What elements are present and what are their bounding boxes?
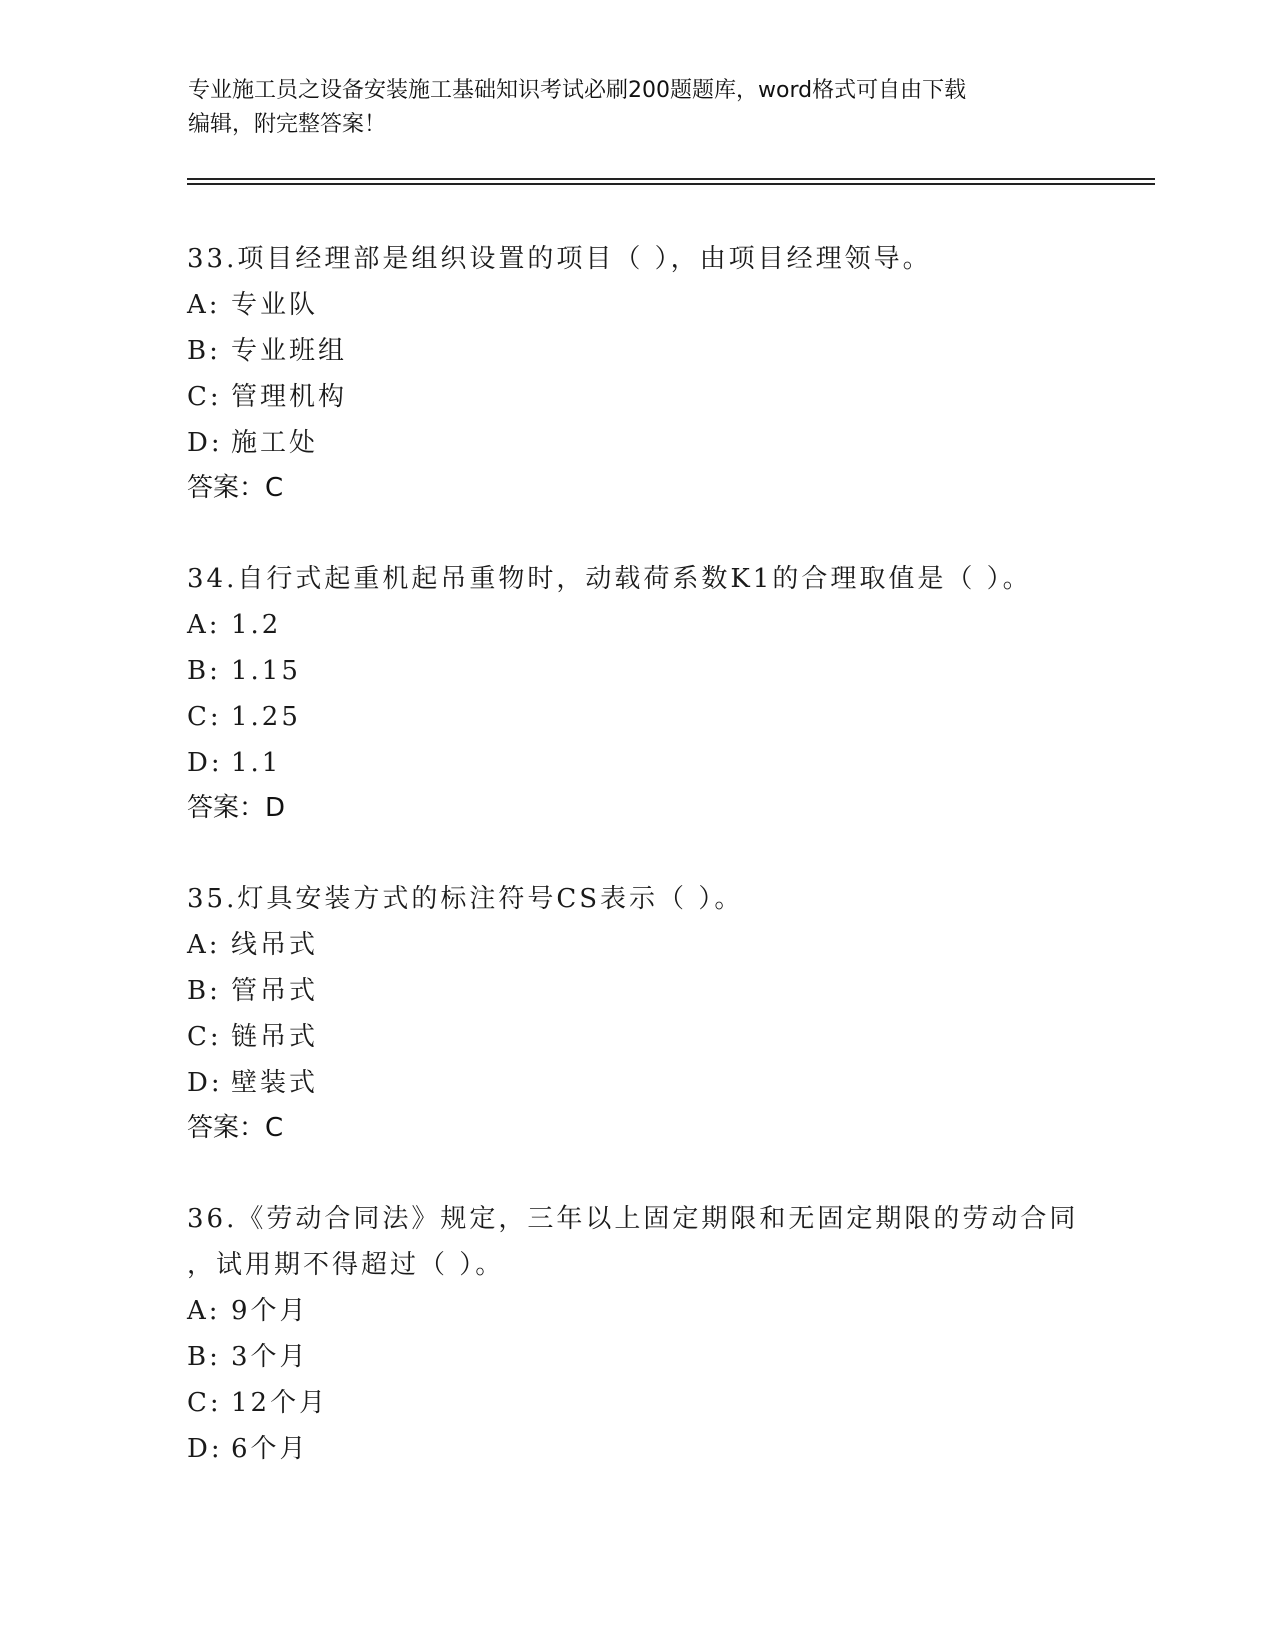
header-divider-bottom — [187, 183, 1155, 185]
option-text: 1.1 — [231, 748, 282, 778]
option-d — [187, 1060, 1087, 1106]
question-34 — [187, 556, 1087, 830]
question-stem-line-2: ，试用期不得超过（ ）。 — [187, 1250, 505, 1280]
option-c — [187, 1014, 1087, 1060]
option-letter: C: — [187, 382, 222, 412]
option-letter: D: — [187, 1434, 223, 1464]
option-text: 管吊式 — [231, 976, 319, 1006]
option-text: 专业班组 — [231, 336, 348, 366]
question-35 — [187, 876, 1087, 1150]
option-letter: B: — [187, 976, 221, 1006]
option-a — [187, 922, 1087, 968]
header-title-line-2: 编辑，附完整答案！ — [188, 112, 387, 137]
question-stem: 33.项目经理部是组织设置的项目（ ），由项目经理领导。 — [187, 244, 932, 274]
option-letter: A: — [187, 930, 221, 960]
question-33 — [187, 236, 1087, 510]
option-a — [187, 1288, 1087, 1334]
option-text: 1.15 — [231, 656, 301, 686]
option-letter: B: — [187, 656, 221, 686]
question-stem: 34.自行式起重机起吊重物时，动载荷系数K1的合理取值是（ ）。 — [187, 564, 1032, 594]
option-letter: C: — [187, 702, 222, 732]
header-title-line-1: 专业施工员之设备安装施工基础知识考试必刷200题题库，word格式可自由下载 — [188, 78, 967, 103]
option-text: 线吊式 — [231, 930, 319, 960]
option-letter: D: — [187, 748, 223, 778]
option-text: 6个月 — [231, 1434, 309, 1464]
option-text: 1.2 — [231, 610, 282, 640]
option-letter: C: — [187, 1022, 222, 1052]
option-letter: D: — [187, 428, 223, 458]
option-c — [187, 694, 1087, 740]
option-text: 管理机构 — [231, 382, 348, 412]
option-letter: C: — [187, 1388, 222, 1418]
option-letter: B: — [187, 336, 221, 366]
option-c — [187, 1380, 1087, 1426]
option-b — [187, 328, 1087, 374]
option-text: 壁装式 — [231, 1068, 319, 1098]
option-b — [187, 648, 1087, 694]
option-text: 9个月 — [231, 1296, 309, 1326]
answer-line: 答案：C — [187, 473, 284, 503]
option-letter: A: — [187, 1296, 221, 1326]
option-text: 12个月 — [231, 1388, 329, 1418]
option-text: 链吊式 — [231, 1022, 319, 1052]
option-text: 施工处 — [231, 428, 319, 458]
option-d — [187, 740, 1087, 786]
question-stem: 35.灯具安装方式的标注符号CS表示（ ）。 — [187, 884, 744, 914]
option-text: 1.25 — [231, 702, 301, 732]
option-c — [187, 374, 1087, 420]
option-letter: A: — [187, 610, 221, 640]
option-letter: A: — [187, 290, 221, 320]
option-a — [187, 282, 1087, 328]
option-a — [187, 602, 1087, 648]
question-stem-line-1: 36.《劳动合同法》规定，三年以上固定期限和无固定期限的劳动合同 — [187, 1204, 1079, 1234]
option-d — [187, 420, 1087, 466]
option-letter: B: — [187, 1342, 221, 1372]
option-text: 专业队 — [231, 290, 319, 320]
question-36 — [187, 1196, 1087, 1472]
option-b — [187, 1334, 1087, 1380]
option-text: 3个月 — [231, 1342, 309, 1372]
option-b — [187, 968, 1087, 1014]
answer-line: 答案：C — [187, 1113, 284, 1143]
option-d — [187, 1426, 1087, 1472]
answer-line: 答案：D — [187, 793, 286, 823]
option-letter: D: — [187, 1068, 223, 1098]
header-divider-top — [187, 178, 1155, 180]
document-header — [188, 74, 1088, 142]
